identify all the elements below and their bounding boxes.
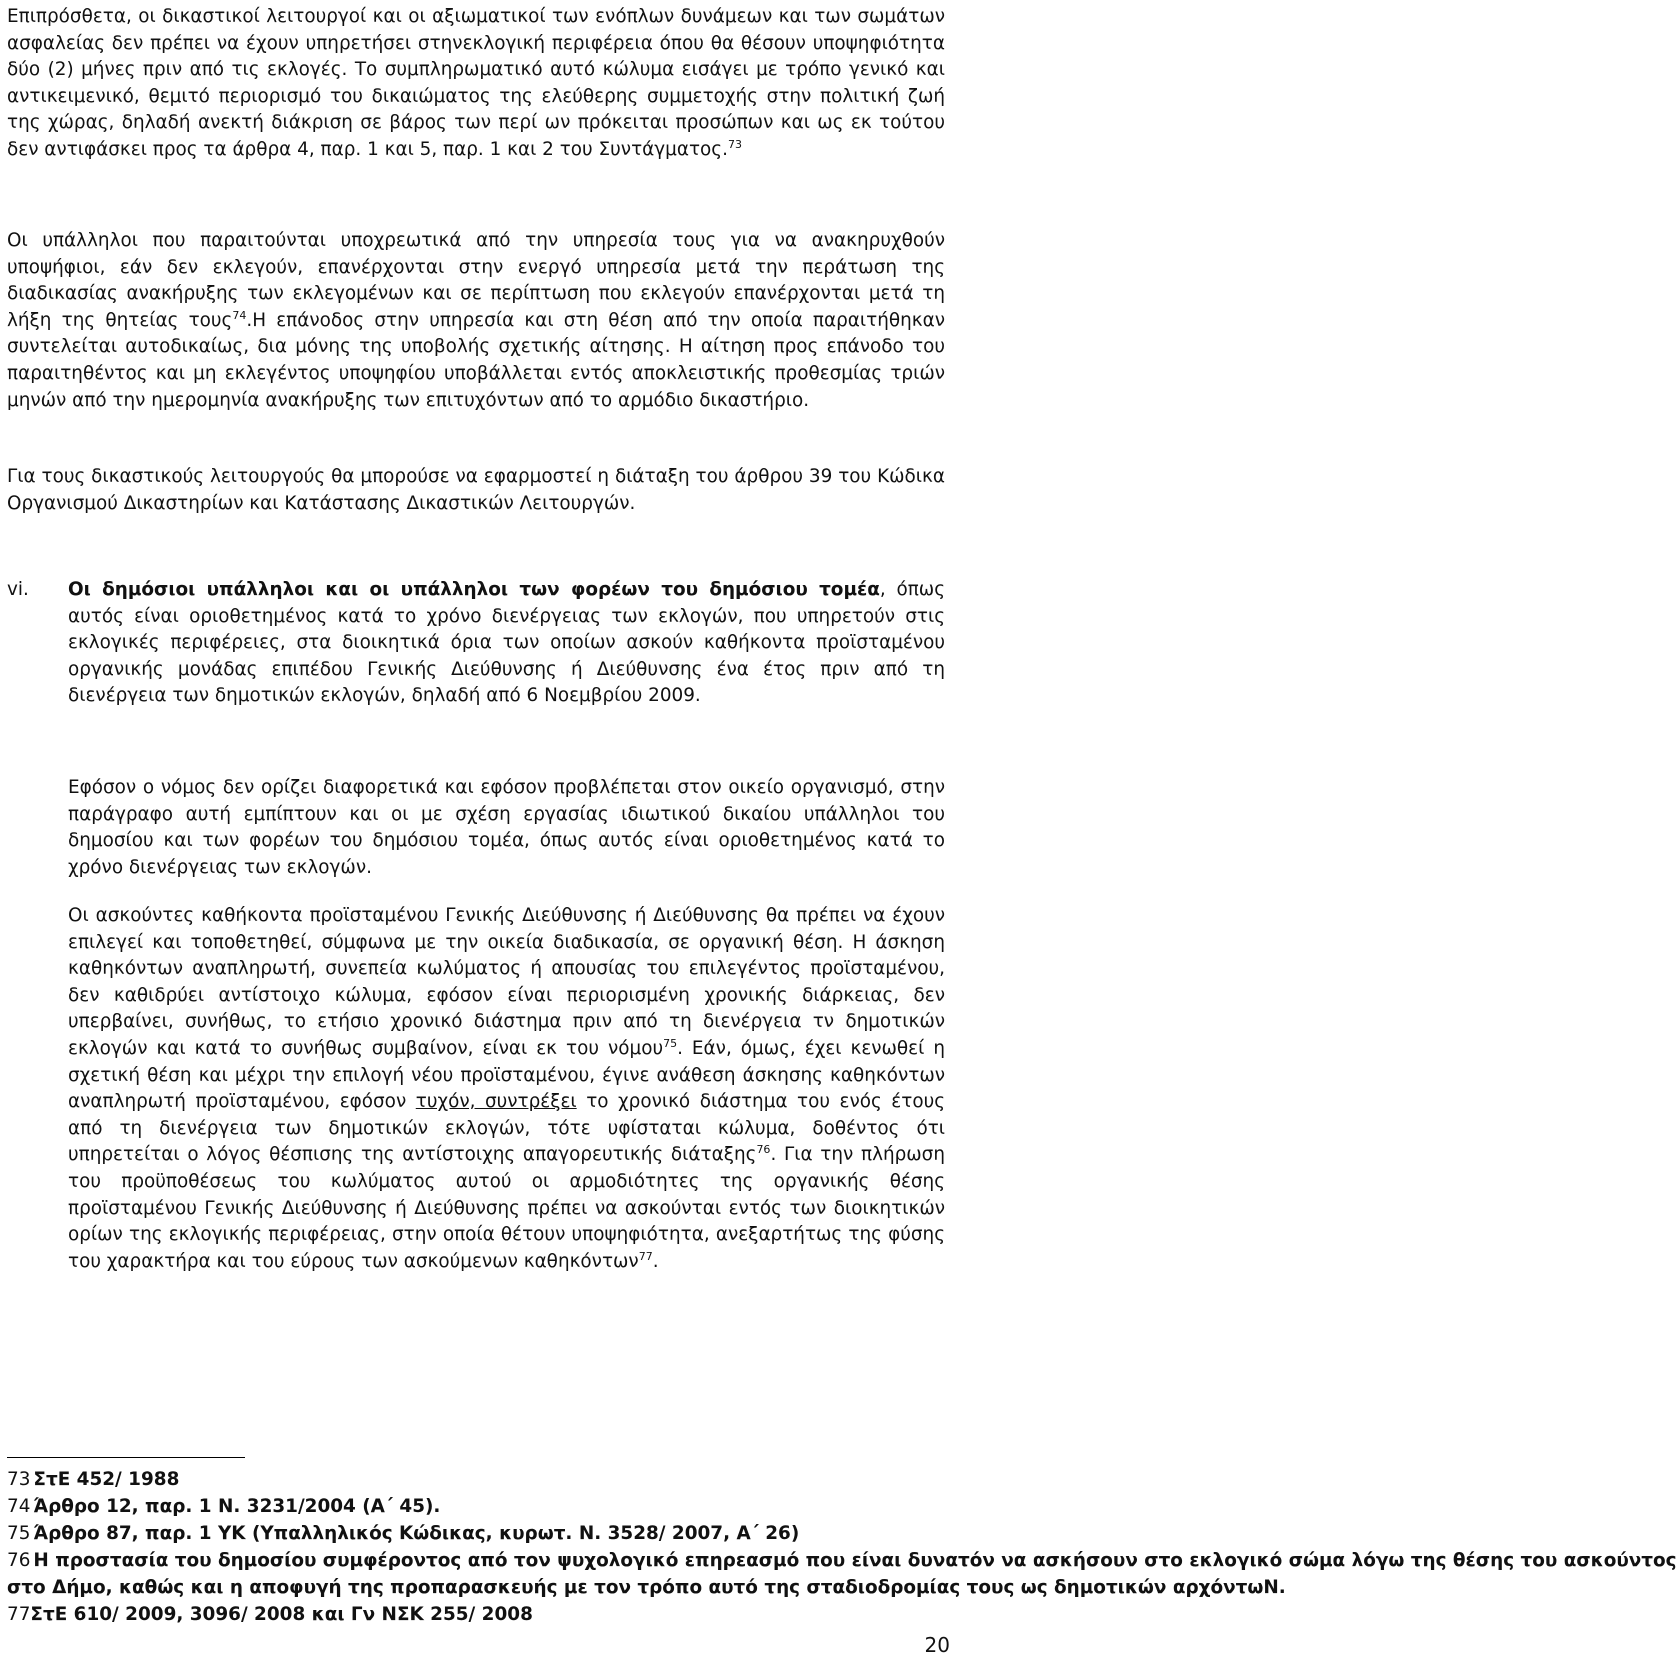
footnote-divider xyxy=(7,1457,245,1458)
paragraph-2-text-a: Οι υπάλληλοι που παραιτούνται υποχρεωτικά από την υπηρεσία τους για να ανακηρυχθούν υποψήφιοι, εάν δεν εκλεγούν, επανέρχονται στην ενεργό υπηρεσία μετά την περάτωση της διαδικασίας ανακήρυξης των εκλεγομένων και σε περίπτωση που εκλεγούν επανέρχονται μετά τη λήξη της θητείας τους xyxy=(7,230,945,331)
footnote-ref-74[interactable]: 74 xyxy=(232,308,247,322)
footnote-text: ΣτΕ 452/ 1988 xyxy=(33,1469,180,1490)
paragraph-3-text: Για τους δικαστικούς λειτουργούς θα μπορούσε να εφαρμοστεί η διάταξη του άρθρου 39 του Κώδικα Οργανισμού Δικαστηρίων και Κατάστασης Δικαστικών Λειτουργών. xyxy=(7,466,945,514)
footnote-text: στο Δήμο, καθώς και η αποφυγή της προπαρασκευής με τον τρόπο αυτό της σταδιοδρομίας τους ως δημοτικών αρχόντωΝ. xyxy=(7,1577,1286,1598)
paragraph-2-text-b: .Η επάνοδος στην υπηρεσία και στη θέση από την οποία παραιτήθηκαν συντελείται αυτοδικαίως, δια μόνης της υποβολής σχετικής αίτησης. Η αίτηση προς επάνοδο του παραιτηθέντος και μη εκλεγέντος υποψηφίου υποβάλλεται εντός αποκλειστικής προθεσμίας τριών μηνών από την ημερομηνία ανακήρυξης των επιτυχόντων από το αρμόδιο δικαστήριο. xyxy=(7,309,946,411)
paragraph-1 xyxy=(7,4,945,164)
paragraph-5-text: Εφόσον ο νόμος δεν ορίζει διαφορετικά και εφόσον προβλέπεται στον οικείο οργανισμό, στην παράγραφο αυτή εμπίπτουν και οι με σχέση εργασίας ιδιωτικού δικαίου υπάλληλοι του δημοσίου και των φορέων του δημόσιου τομέα, όπως αυτός είναι οριοθετημένος κατά το χρόνο διενέργειας των εκλογών. xyxy=(68,777,945,878)
paragraph-6-text-a: Οι ασκούντες καθήκοντα προϊσταμένου Γενικής Διεύθυνσης ή Διεύθυνσης θα πρέπει να έχουν επιλεγεί και τοποθετηθεί, σύμφωνα με την οικεία διαδικασία, σε οργανική θέση. Η άσκηση καθηκόντων αναπληρωτή, συνεπεία κωλύματος ή απουσίας του επιλεγέντος προϊσταμένου, δεν καθιδρύει αντίστοιχο κώλυμα, εφόσον είναι περιορισμένη χρονικής διάρκειας, δεν υπερβαίνει, συνήθως, το ετήσιο χρονικό διάστημα πριν από τη διενέργεια τν δημοτικών εκλογών και κατά το συνήθως συμβαίνον, είναι εκ του νόμου xyxy=(68,905,945,1059)
footnote-76 xyxy=(7,1547,1677,1574)
footnote-ref-77[interactable]: 77 xyxy=(638,1249,653,1263)
paragraph-1-text: Επιπρόσθετα, οι δικαστικοί λειτουργοί και οι αξιωματικοί των ενόπλων δυνάμεων και των σωμάτων ασφαλείας δεν πρέπει να έχουν υπηρετήσει στηνεκλογική περιφέρεια όπου θα θέσουν υποψηφιότητα δύο (2) μήνες πριν από τις εκλογές. Το συμπληρωματικό αυτό κώλυμα εισάγει με τρόπο γενικό και αντικειμενικό, θεμιτό περιορισμό του δικαιώματος της ελεύθερης συμμετοχής στην πολιτική ζωή της χώρας, δηλαδή ανεκτή διάκριση σε βάρος των περί ων πρόκειται προσώπων και ως εκ τούτου δεν αντιφάσκει προς τα άρθρα 4, παρ. 1 και 5, παρ. 1 και 2 του Συντάγματος. xyxy=(7,6,945,160)
list-item-body xyxy=(68,577,945,710)
paragraph-6-text-d: . Για την πλήρωση του προϋποθέσεως του κωλύματος αυτού οι αρμοδιότητες της οργανικής θέσης προϊσταμένου Γενικής Διεύθυνσης ή Διεύθυνσης πρέπει να ασκούνται εντός των διοικητικών ορίων της εκλογικής περιφέρειας, στην οποία θέτουν υποψηφιότητα, ανεξαρτήτως της φύσης του χαρακτήρα και του εύρους των ασκούμενων καθηκόντων xyxy=(68,1144,945,1272)
footnote-73 xyxy=(7,1466,947,1493)
footnote-text: Η προστασία του δημοσίου συμφέροντος από τον ψυχολογικό επηρεασμό που είναι δυνατόν να ασκήσουν στο εκλογικό σώμα λόγω της θέσης του ασκούντος xyxy=(33,1550,1677,1571)
paragraph-6 xyxy=(68,903,945,1275)
paragraph-5 xyxy=(68,775,945,881)
footnote-ref-76[interactable]: 76 xyxy=(756,1143,771,1157)
paragraph-6-text-b: . Εάν, όμως, έχει κενωθεί η σχετική θέση και μέχρι την επιλογή νέου προϊσταμένου, έγινε ανάθεση άσκησης καθηκόντων αναπληρωτή προϊσταμένου, εφόσον xyxy=(68,1037,945,1113)
footnote-number: 76 xyxy=(7,1550,31,1571)
footnote-76-continued xyxy=(7,1574,1286,1601)
footnote-text: Άρθρο 12, παρ. 1 Ν. 3231/2004 (Α΄ 45). xyxy=(33,1496,441,1517)
underlined-phrase: τυχόν, συντρέξει xyxy=(415,1091,577,1113)
footnote-text: Άρθρο 87, παρ. 1 ΥΚ (Υπαλληλικός Κώδικας, κυρωτ. Ν. 3528/ 2007, Α΄ 26) xyxy=(33,1523,800,1544)
paragraph-6-text-e: . xyxy=(652,1250,659,1272)
footnote-74 xyxy=(7,1493,947,1520)
page-number: 20 xyxy=(924,1633,950,1657)
list-item-number: vi. xyxy=(7,579,29,600)
footnote-77 xyxy=(7,1601,947,1628)
paragraph-6-text-c: το χρονικό διάστημα του ενός έτους από τη διενέργεια των δημοτικών εκλογών, τότε υφίσταται κώλυμα, δοθέντος ότι υπηρετείται ο λόγος θέσπισης της αντίστοιχης απαγορευτικής διάταξης xyxy=(68,1091,946,1166)
footnote-number: 73 xyxy=(7,1469,31,1490)
footnote-text: ΣτΕ 610/ 2009, 3096/ 2008 και Γν ΝΣΚ 255/ 2008 xyxy=(30,1604,533,1625)
footnote-number: 75 xyxy=(7,1523,31,1544)
footnote-number: 74 xyxy=(7,1496,31,1517)
footnote-75 xyxy=(7,1520,947,1547)
paragraph-2 xyxy=(7,228,945,414)
list-item-lead: Οι δημόσιοι υπάλληλοι και οι υπάλληλοι των φορέων του δημόσιου τομέα xyxy=(68,579,880,600)
footnote-ref-73[interactable]: 73 xyxy=(727,137,742,151)
footnote-ref-75[interactable]: 75 xyxy=(663,1036,678,1050)
list-item-text: , όπως αυτός είναι οριοθετημένος κατά το χρόνο διενέργειας των εκλογών, που υπηρετούν στις εκλογικές περιφέρειες, στα διοικητικά όρια των οποίων ασκούν καθήκοντα προϊσταμένου οργανικής μονάδας επιπέδου Γενικής Διεύθυνσης ή Διεύθυνσης ένα έτος πριν από τη διενέργεια των δημοτικών εκλογών, δηλαδή από 6 Νοεμβρίου 2009. xyxy=(68,579,945,707)
footnote-number: 77 xyxy=(7,1604,31,1625)
footnotes xyxy=(7,1466,1677,1628)
paragraph-3 xyxy=(7,464,945,517)
